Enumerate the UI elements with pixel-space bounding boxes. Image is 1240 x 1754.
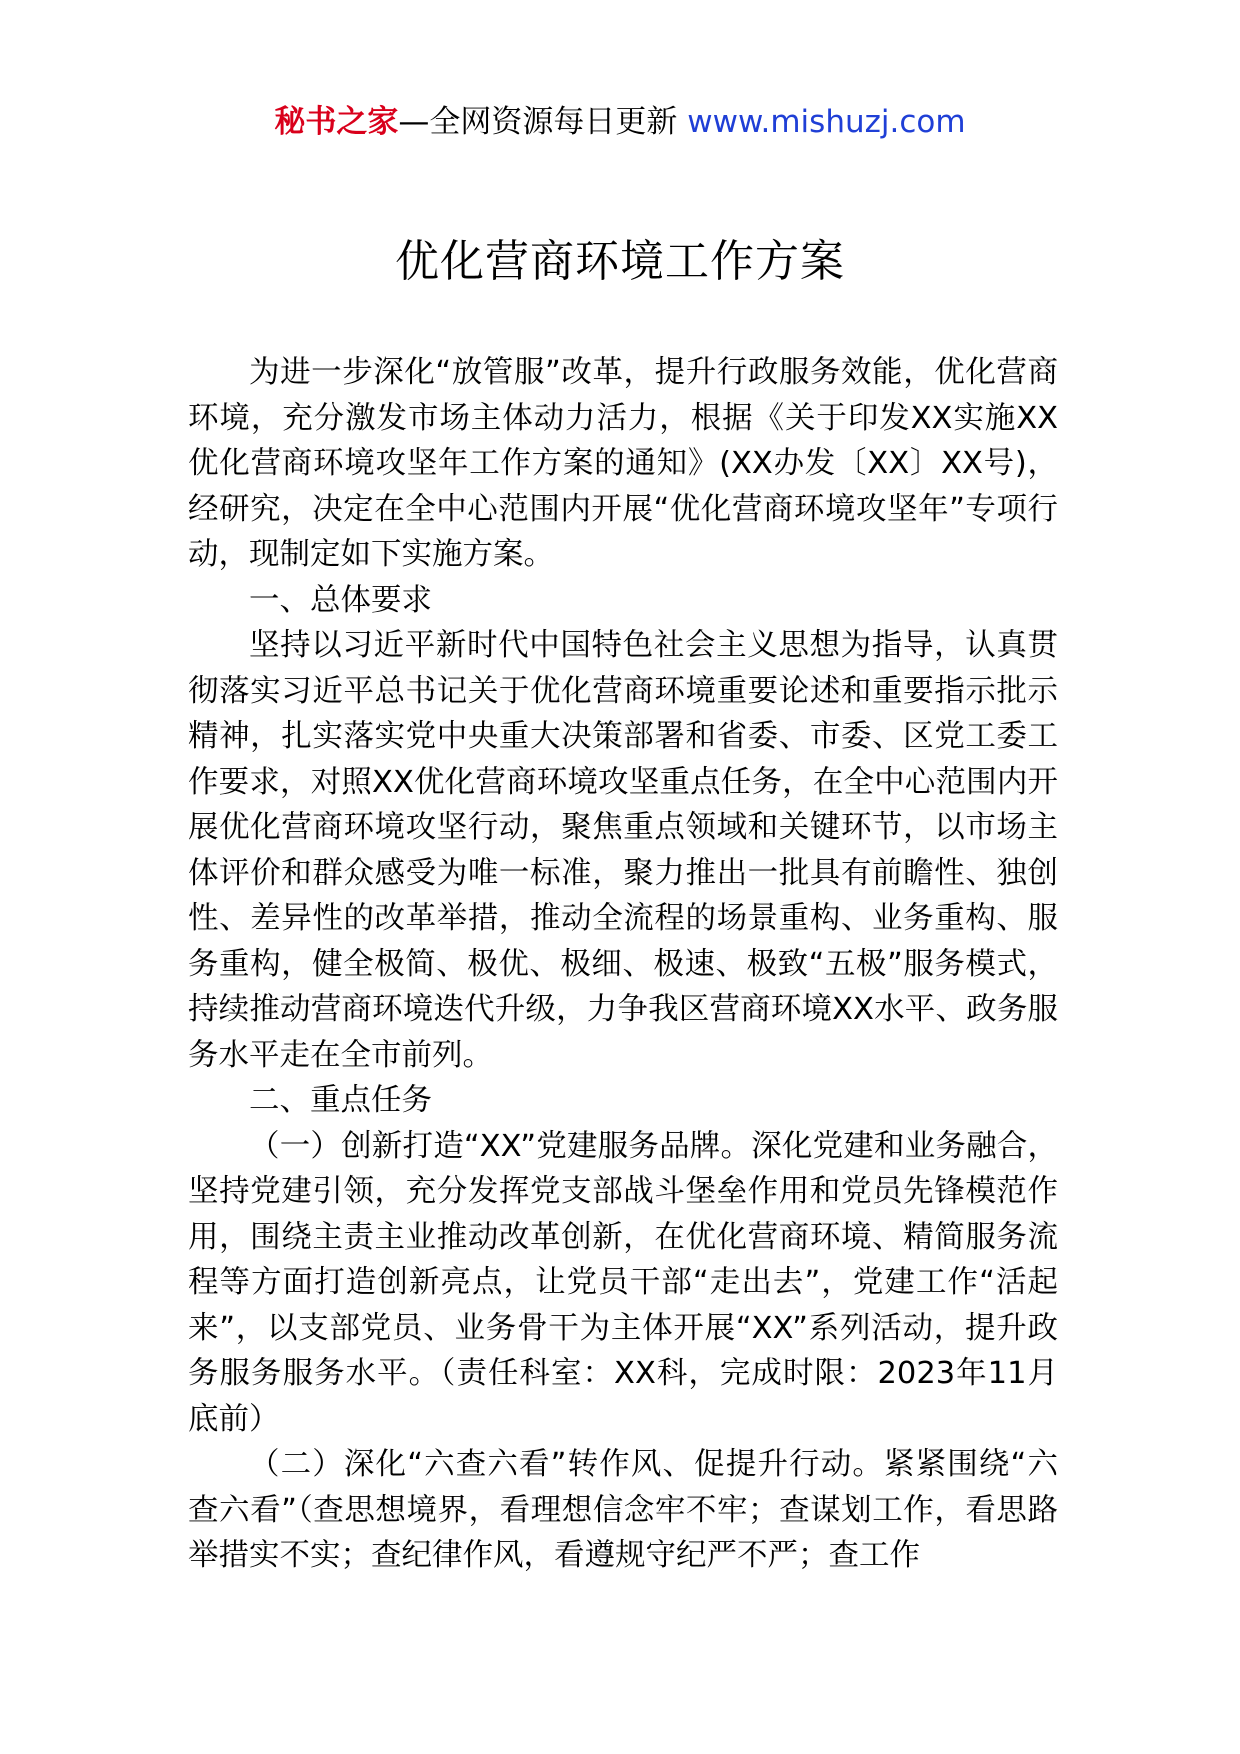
paragraph-task-1: （一）创新打造“XX”党建服务品牌。深化党建和业务融合，坚持党建引领，充分发挥党支部战斗堡垒作用和党员先锋模范作用，围绕主责主业推动改革创新，在优化营商环境、精简服务流程等方面打造创新亮点，让党员干部“走出去”，党建工作“活起来”，以支部党员、业务骨干为主体开展“XX”系列活动，提升政务服务服务水平。（责任科室：XX科，完成时限：2023年11月底前）	[188, 1128, 1058, 1437]
section-heading-key-tasks: 二、重点任务	[249, 1083, 432, 1118]
paragraph-task-2: （二）深化“六查六看”转作风、促提升行动。紧紧围绕“六查六看”（查思想境界，看理想信念牢不牢；查谋划工作，看思路举措实不实；查纪律作风，看遵规守纪严不严；查工作	[188, 1447, 1058, 1573]
brand-name: 秘书之家	[274, 104, 399, 140]
paragraph-intro: 为进一步深化“放管服”改革，提升行政服务效能，优化营商环境，充分激发市场主体动力活力，根据《关于印发XX实施XX优化营商环境攻坚年工作方案的通知》(XX办发〔XX〕XX号)，经研究，决定在全中心范围内开展“优化营商环境攻坚年”专项行动，现制定如下实施方案。	[188, 355, 1058, 572]
header-url[interactable]: www.mishuzj.com	[687, 104, 966, 140]
page-header	[0, 100, 1240, 144]
paragraph-general-requirements: 坚持以习近平新时代中国特色社会主义思想为指导，认真贯彻落实习近平总书记关于优化营商环境重要论述和重要指示批示精神，扎实落实党中央重大决策部署和省委、市委、区党工委工作要求，对照XX优化营商环境攻坚重点任务，在全中心范围内开展优化营商环境攻坚行动，聚焦重点领域和关键环节，以市场主体评价和群众感受为唯一标准，聚力推出一批具有前瞻性、独创性、差异性的改革举措，推动全流程的场景重构、业务重构、服务重构，健全极简、极优、极细、极速、极致“五极”服务模式，持续推动营商环境迭代升级，力争我区营商环境XX水平、政务服务水平走在全市前列。	[188, 628, 1058, 1073]
document-body	[188, 350, 1058, 1579]
document-title: 优化营商环境工作方案	[395, 236, 845, 287]
section-heading-general-requirements: 一、总体要求	[249, 582, 432, 618]
header-slogan: —全网资源每日更新	[398, 104, 688, 140]
